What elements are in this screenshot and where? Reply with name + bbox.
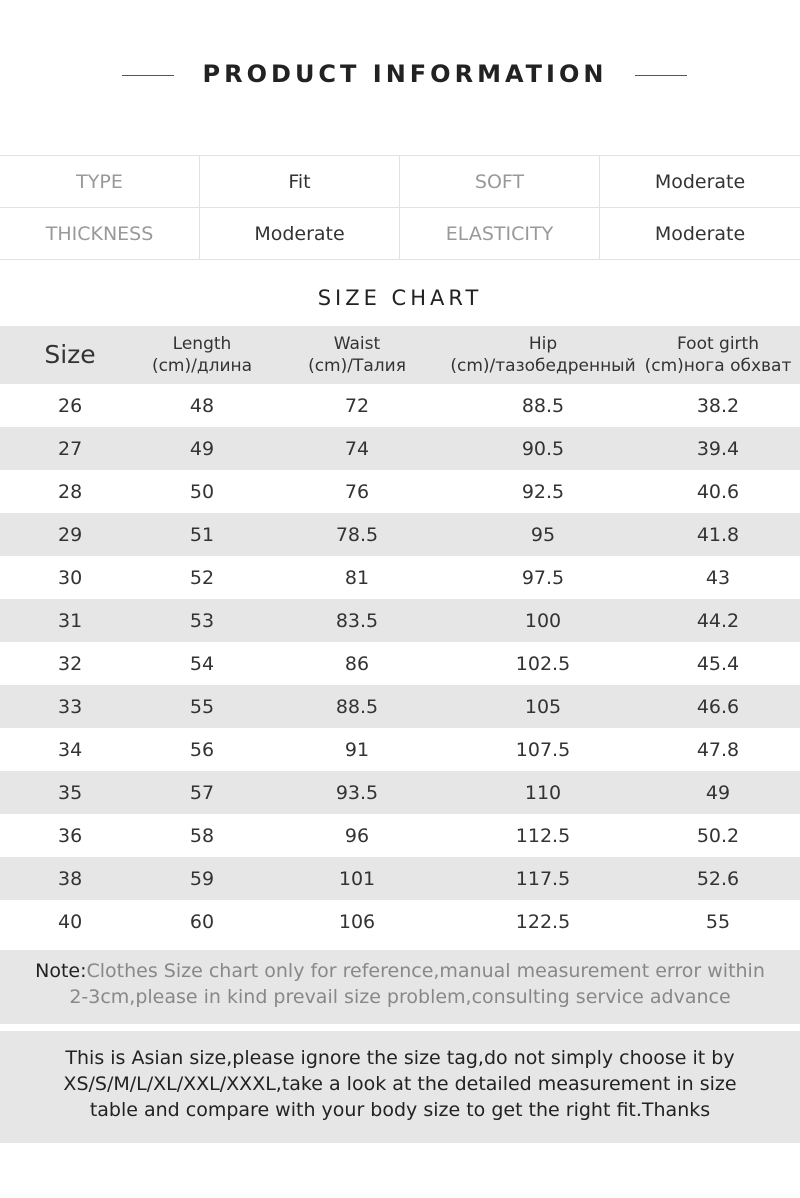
info-value-thickness: Moderate [200,208,400,259]
header-hip [450,333,636,377]
cell-hip: 110 [524,781,562,804]
table-row [0,427,800,470]
info-label-thickness: THICKNESS [0,208,200,259]
cell-foot-girth: 49 [705,781,731,804]
cell-hip: 88.5 [521,394,565,417]
cell-size: 40 [58,910,83,933]
header-hip-label: Hip [528,334,558,354]
info-row [0,156,800,208]
cell-waist: 106 [338,910,376,933]
cell-foot-girth: 52.6 [696,867,740,890]
cell-length: 49 [189,437,215,460]
table-row [0,814,800,857]
asian-note-line-2: XS/S/M/L/XL/XXL/XXXL,take a look at the detailed measurement in size [63,1073,737,1095]
cell-size: 31 [58,609,83,632]
cell-foot-girth: 46.6 [696,695,740,718]
info-value-elasticity: Moderate [654,222,746,245]
note-prefix: Note: [35,960,87,982]
cell-foot-girth: 40.6 [696,480,740,503]
cell-foot-girth: 47.8 [696,738,740,761]
table-row [0,470,800,513]
cell-hip: 102.5 [515,652,571,675]
cell-foot-girth: 39.4 [696,437,740,460]
table-row [0,900,800,943]
cell-length: 59 [189,867,215,890]
cell-hip: 117.5 [515,867,571,890]
size-chart-table [0,326,800,943]
note-text-1: Clothes Size chart only for reference,manual measurement error within [86,960,765,982]
table-row [0,771,800,814]
header-size-label: Size [44,340,96,369]
cell-foot-girth: 45.4 [696,652,740,675]
cell-length: 55 [189,695,215,718]
info-label-elasticity: ELASTICITY [400,208,600,259]
product-info-table [0,155,800,260]
cell-hip: 105 [524,695,562,718]
asian-note-line-3: table and compare with your body size to get the right fit.Thanks [89,1099,711,1121]
header-hip-unit: (cm)/тазобедренный [450,356,636,376]
header-foot-girth-label: Foot girth [677,334,759,354]
cell-size: 35 [58,781,83,804]
cell-waist: 81 [344,566,370,589]
table-row [0,728,800,771]
cell-hip: 97.5 [521,566,565,589]
cell-size: 30 [58,566,83,589]
header-waist [264,333,450,377]
table-row [0,513,800,556]
page-title: PRODUCT INFORMATION [202,60,608,88]
cell-hip: 92.5 [521,480,565,503]
cell-size: 36 [58,824,83,847]
cell-length: 53 [189,609,215,632]
table-row [0,384,800,427]
cell-hip: 107.5 [515,738,571,761]
cell-length: 52 [189,566,215,589]
cell-foot-girth: 44.2 [696,609,740,632]
cell-size: 34 [58,738,83,761]
header-length [140,333,264,377]
cell-waist: 96 [344,824,370,847]
info-value-soft: Moderate [654,170,746,193]
cell-length: 54 [189,652,215,675]
cell-waist: 83.5 [335,609,379,632]
cell-waist: 86 [344,652,370,675]
header-waist-label: Waist [333,334,381,354]
cell-size: 28 [58,480,83,503]
cell-length: 60 [189,910,215,933]
size-chart-body [0,384,800,943]
table-row [0,556,800,599]
header-foot-girth-unit: (cm)нога обхват [644,356,792,376]
cell-foot-girth: 55 [705,910,731,933]
cell-hip: 90.5 [521,437,565,460]
info-label-type: TYPE [0,156,200,207]
header-length-unit: (cm)/длина [151,356,253,376]
cell-hip: 122.5 [515,910,571,933]
info-label-soft: SOFT [400,156,600,207]
cell-size: 32 [58,652,83,675]
note-line-2: 2-3cm,please in kind prevail size problem,consulting service advance [69,986,731,1008]
divider-right [635,75,687,76]
cell-length: 56 [189,738,215,761]
header-waist-unit: (cm)/Талия [308,356,406,376]
header-size [0,340,140,369]
cell-waist: 101 [338,867,376,890]
cell-waist: 72 [344,394,370,417]
header-foot-girth [636,333,800,377]
cell-waist: 88.5 [335,695,379,718]
cell-size: 26 [58,394,83,417]
note-line-1 [0,958,800,984]
asian-note-line-1: This is Asian size,please ignore the size tag,do not simply choose it by [65,1047,735,1069]
cell-length: 58 [189,824,215,847]
cell-hip: 95 [530,523,556,546]
cell-size: 33 [58,695,83,718]
reference-note [0,950,800,1024]
info-row [0,208,800,260]
product-information-header [0,58,800,94]
cell-size: 27 [58,437,83,460]
cell-length: 50 [189,480,215,503]
cell-waist: 76 [344,480,370,503]
cell-waist: 74 [344,437,370,460]
cell-foot-girth: 50.2 [696,824,740,847]
cell-waist: 78.5 [335,523,379,546]
cell-length: 48 [189,394,215,417]
cell-foot-girth: 41.8 [696,523,740,546]
cell-waist: 93.5 [335,781,379,804]
cell-waist: 91 [344,738,370,761]
table-row [0,599,800,642]
header-length-label: Length [172,334,232,354]
table-row [0,642,800,685]
cell-length: 57 [189,781,215,804]
asian-size-note [0,1031,800,1143]
cell-hip: 100 [524,609,562,632]
size-chart-header-row [0,326,800,384]
cell-foot-girth: 38.2 [696,394,740,417]
cell-size: 38 [58,867,83,890]
cell-hip: 112.5 [515,824,571,847]
info-value-type: Fit [200,156,400,207]
cell-length: 51 [189,523,215,546]
table-row [0,857,800,900]
table-row [0,685,800,728]
cell-foot-girth: 43 [705,566,731,589]
cell-size: 29 [58,523,83,546]
divider-left [122,75,174,76]
size-chart-title: SIZE CHART [317,286,483,310]
